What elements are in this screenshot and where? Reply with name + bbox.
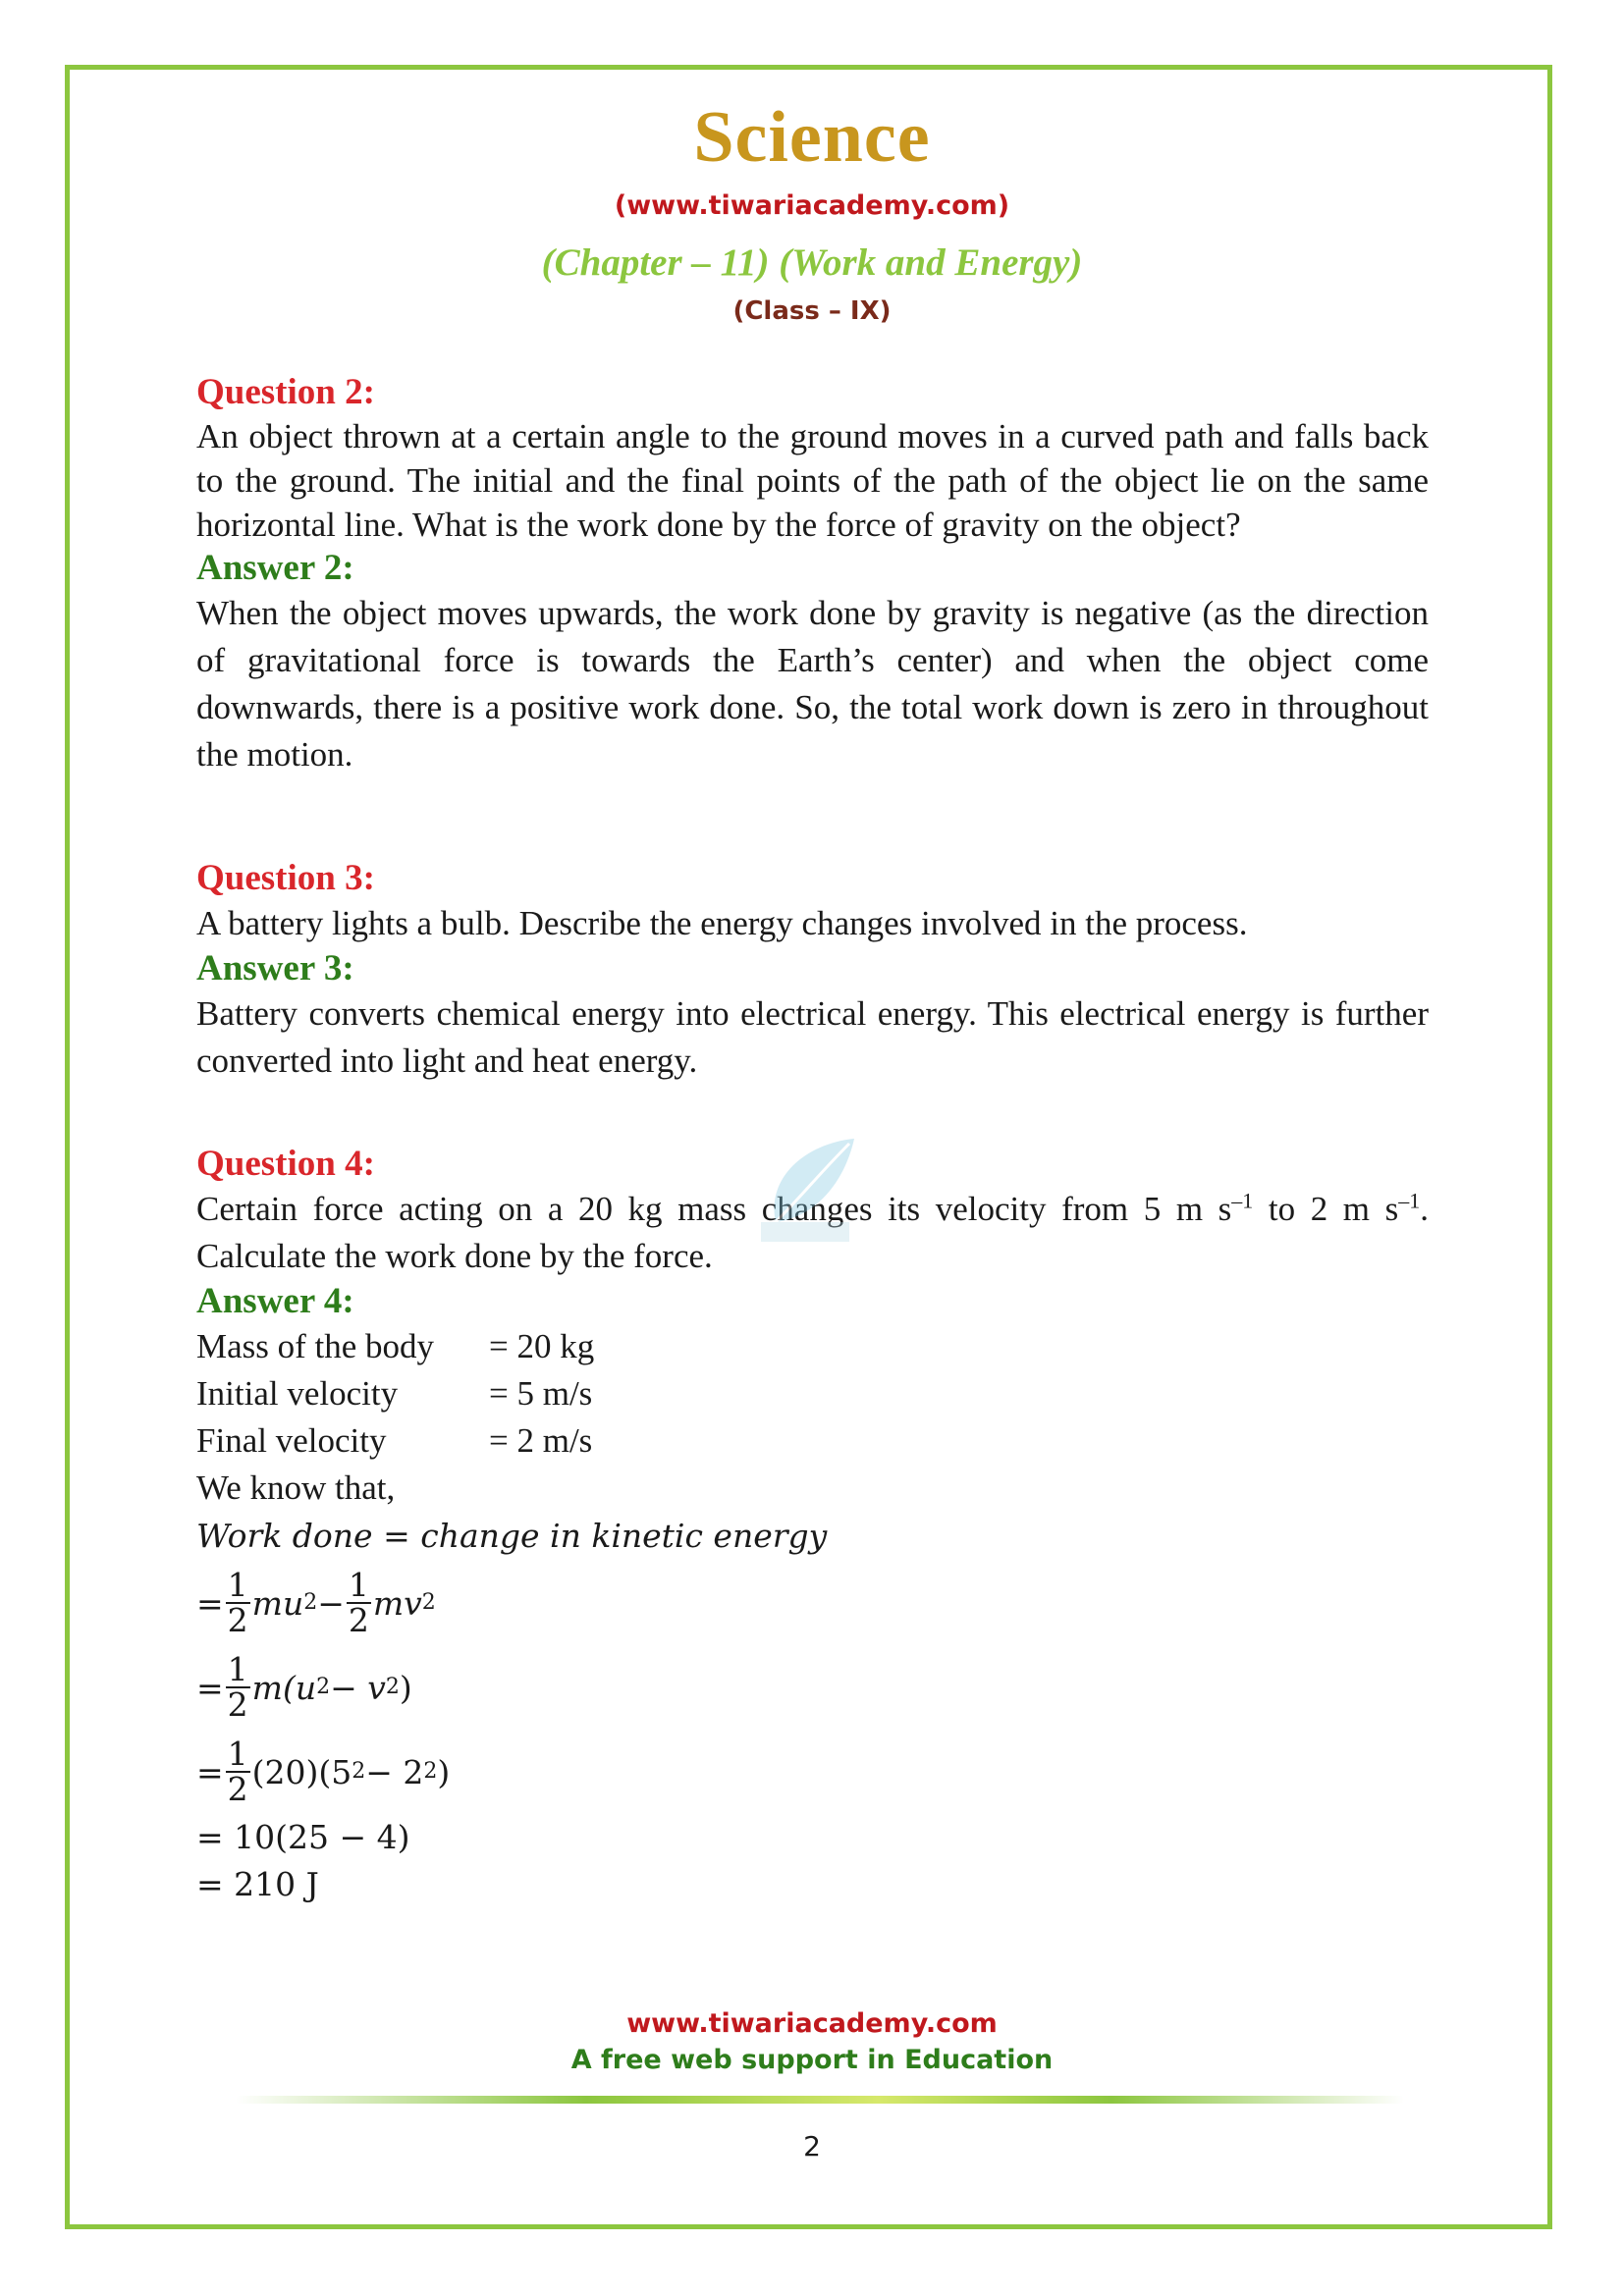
answer-label: Answer 2: <box>196 548 354 588</box>
chapter-heading: (Chapter – 11) (Work and Energy) <box>541 241 1083 284</box>
given-row: Mass of the body = 20 kg <box>196 1327 595 1365</box>
answer-label: Answer 3: <box>196 948 354 988</box>
page-number: 2 <box>803 2130 821 2163</box>
question-text: An object thrown at a certain angle to the ground moves in a curved path and falls back to the ground. The initial and the final points of the path of the object lie on the same horizontal line. What is the work done by the force of gravity on the object? <box>196 417 1429 544</box>
equation-line: = $\frac{1}{2}$ m(u 2 − v 2 ) <box>196 1650 412 1724</box>
equation-line: Work done = change in kinetic energy <box>196 1517 828 1555</box>
equation-line: = $\frac{1}{2}$ (20)(5 2 − 2 2 ) <box>196 1735 451 1808</box>
we-know-text: We know that, <box>196 1468 396 1507</box>
given-row: Final velocity = 2 m/s <box>196 1421 593 1460</box>
given-row: Initial velocity = 5 m/s <box>196 1374 593 1413</box>
given-values <box>196 1323 1429 1512</box>
class-label: (Class – IX) <box>732 296 892 326</box>
qa-block-3 <box>196 857 1429 1085</box>
answer-text: Battery converts chemical energy into electrical energy. This electrical energy is further converted into light and heat energy. <box>196 994 1429 1080</box>
equation-line: = 10(25 − 4) <box>196 1818 410 1856</box>
page-title: Science <box>693 97 931 178</box>
answer-text: When the object moves upwards, the work done by gravity is negative (as the direction of gravitational force is towards the Earth’s center) and when the object come downwards, there is a positive work done. So, the total work down is zero in throughout the motion. <box>196 594 1429 774</box>
question-text: A battery lights a bulb. Describe the energy changes involved in the process. <box>196 904 1248 942</box>
qa-block-2 <box>196 371 1429 778</box>
work-done-derivation <box>196 1512 1429 1908</box>
footer-url: www.tiwariacademy.com <box>626 2008 998 2039</box>
equation-result: = 210 J <box>196 1865 319 1903</box>
equation-line: = $\frac{1}{2}$ mu 2 − $\frac{1}{2}$ mv 2 <box>196 1566 436 1639</box>
question-text: Certain force acting on a 20 kg mass changes its velocity from 5 m $s^{-1}$ to 2 m $s^{-1}$. Calculate the work done by the force. <box>196 1188 1429 1275</box>
question-label: Question 4: <box>196 1144 375 1184</box>
question-label: Question 3: <box>196 858 375 898</box>
header-url: (www.tiwariacademy.com) <box>614 190 1010 221</box>
answer-label: Answer 4: <box>196 1281 354 1321</box>
qa-block-4 <box>196 1143 1429 1908</box>
footer-divider <box>236 2096 1404 2104</box>
watermark-leaf-icon <box>756 1129 864 1247</box>
question-label: Question 2: <box>196 372 375 412</box>
footer-tagline: A free web support in Education <box>570 2045 1054 2075</box>
